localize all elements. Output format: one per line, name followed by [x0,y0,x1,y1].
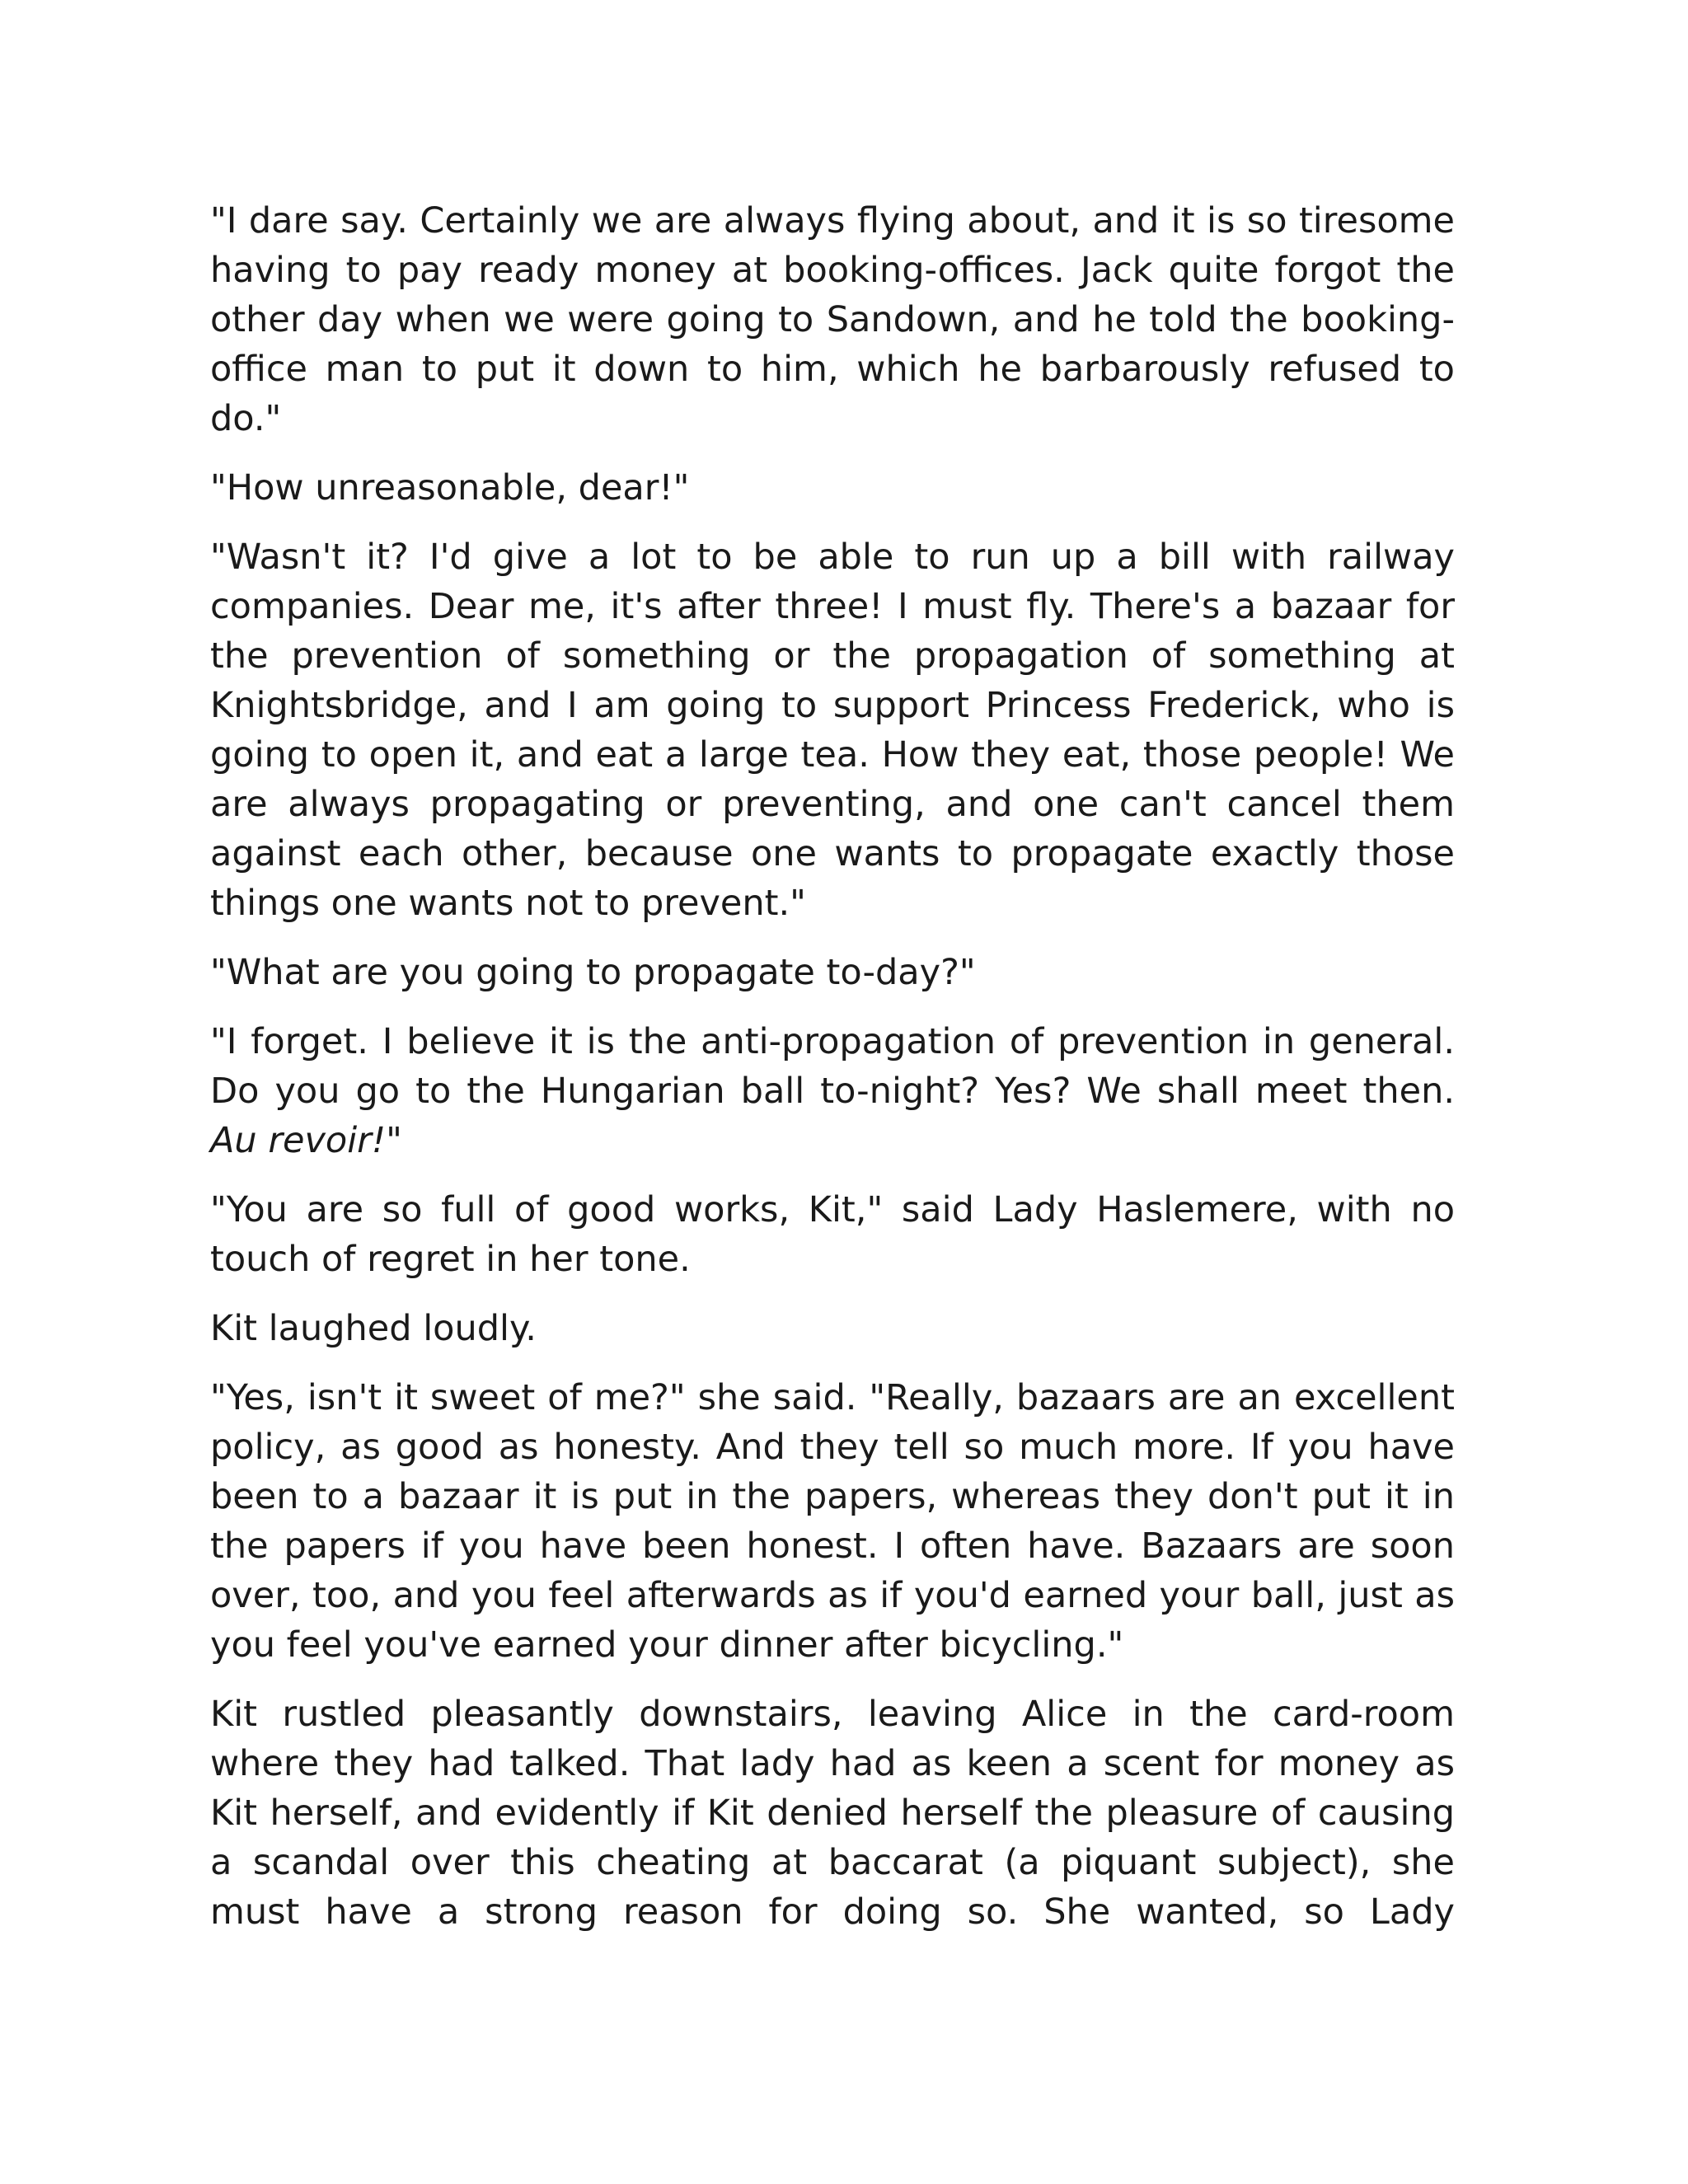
paragraph-text: "I forget. I believe it is the anti-propagation of prevention in general. Do you go to the Hungarian ball to-night? Yes? We shall meet then. [210,1021,1455,1112]
paragraph: Kit laughed loudly. [210,1308,537,1349]
italic-phrase: Au revoir! [210,1120,387,1161]
paragraph: "You are so full of good works, Kit," said Lady Haslemere, with no touch of regret in her tone. [210,1189,1455,1280]
paragraph: Kit rustled pleasantly downstairs, leaving Alice in the card-room where they had talked. That lady had as keen a scent for money as Kit herself, and evidently if Kit denied herself the pleasure of causing a scandal over this cheating at baccarat (a piquant subject), she must have a strong reason for doing so. She wanted, so Lady [210,1694,1455,1933]
paragraph [210,1017,1455,1165]
paragraph: "What are you going to propagate to-day?" [210,952,976,993]
paragraph: "Yes, isn't it sweet of me?" she said. "Really, bazaars are an excellent policy, as good as honesty. And they tell so much more. If you have been to a bazaar it is put in the papers, whereas they don't put it in the papers if you have been honest. I often have. Bazaars are soon over, too, and you feel afterwards as if you'd earned your ball, just as you feel you've earned your dinner after bicycling." [210,1377,1455,1666]
paragraph: "I dare say. Certainly we are always flying about, and it is so tiresome having to pay ready money at booking-offices. Jack quite forgot the other day when we were going to Sandown, and he told the booking-office man to put it down to him, which he barbarously refused to do." [210,200,1455,439]
paragraph: "How unreasonable, dear!" [210,467,690,509]
paragraph: "Wasn't it? I'd give a lot to be able to run up a bill with railway companies. Dear me, it's after three! I must fly. There's a bazaar for the prevention of something or the propagation of something at Knightsbridge, and I am going to support Princess Frederick, who is going to open it, and eat a large tea. How they eat, those people! We are always propagating or preventing, and one can't cancel them against each other, because one wants to propagate exactly those things one wants not to prevent." [210,537,1455,924]
document-page [210,196,1455,1957]
closing-quote: " [386,1120,402,1161]
